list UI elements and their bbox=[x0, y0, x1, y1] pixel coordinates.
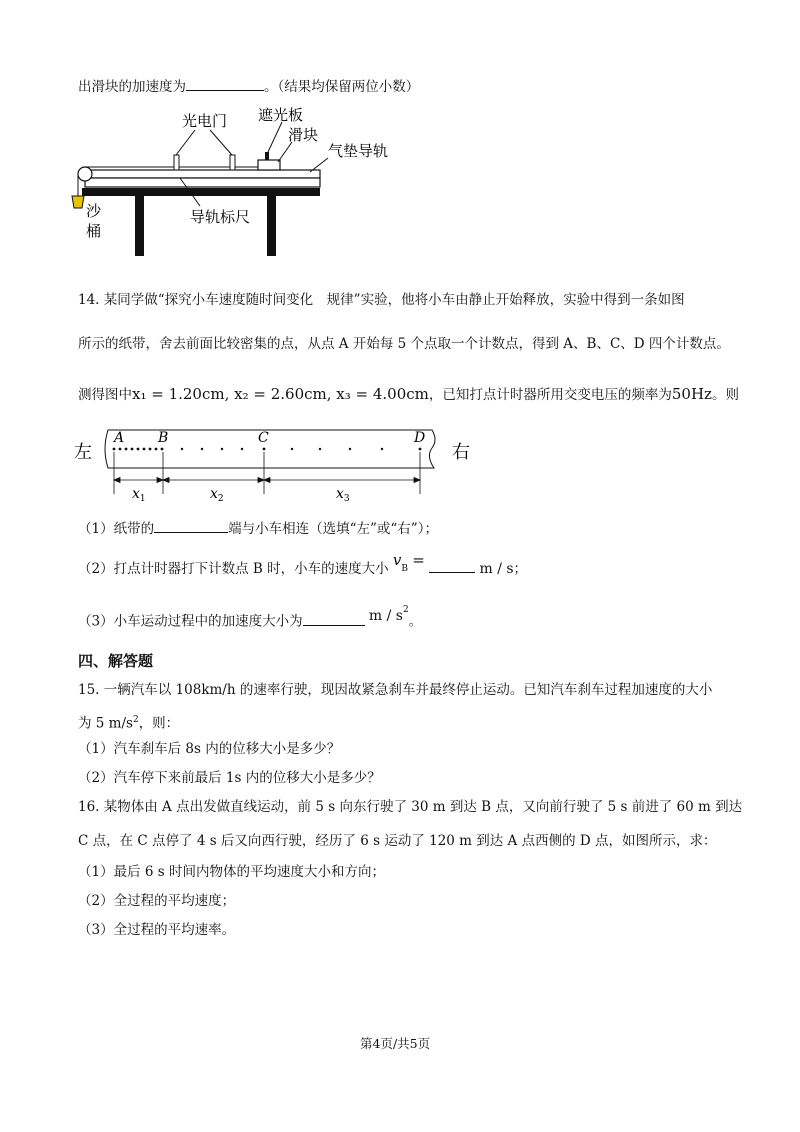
q14-line2: 所示的纸带，舍去前面比较密集的点，从点 A 开始每 5 个点取一个计数点，得到 A、B、C、D 四个计数点。 bbox=[78, 336, 730, 352]
pulley bbox=[78, 167, 92, 181]
label-photogate: 光电门 bbox=[182, 112, 228, 130]
label-ruler: 导轨标尺 bbox=[190, 208, 251, 226]
dimension-arrows bbox=[114, 478, 420, 483]
point-d: D bbox=[414, 430, 426, 446]
label-bucket-2: 桶 bbox=[86, 222, 102, 240]
point-b: B bbox=[158, 430, 169, 446]
q16-sub3: （3）全过程的平均速率。 bbox=[78, 922, 236, 938]
answer-blank bbox=[303, 611, 365, 626]
air-track-figure bbox=[60, 100, 420, 260]
q15-sub1: （1）汽车刹车后 8s 内的位移大小是多少？ bbox=[78, 741, 341, 757]
q14-line3: 测得图中x₁ = 1.20cm, x₂ = 2.60cm, x₃ = 4.00cm，已知打点计时器所用交变电压的频率为50Hz。则 bbox=[78, 385, 739, 403]
q15-line2: 为 5 $m/s^2$，则： bbox=[78, 715, 180, 732]
segment-x3: $x_3$ bbox=[336, 486, 350, 502]
point-c: C bbox=[258, 430, 269, 446]
paper-tape-figure bbox=[70, 422, 490, 502]
photogate-2 bbox=[230, 155, 235, 170]
q16-sub2: （2）全过程的平均速度； bbox=[78, 893, 236, 909]
shade-plate bbox=[265, 152, 269, 160]
q15-line1: 15. 一辆汽车以 108km/h 的速率行驶，现因故紧急刹车并最终停止运动。已知汽车刹车过程加速度的大小 bbox=[78, 682, 713, 698]
q14-sub2: （2）打点计时器打下计数点 B 时，小车的速度大小 $v_B = m / s$； bbox=[78, 551, 528, 577]
q14-line1: 14. 某同学做“探究小车速度随时间变化 规律”实验，他将小车由静止开始释放，实验中得到一条如图 bbox=[78, 292, 685, 308]
table-leg-right bbox=[267, 196, 276, 256]
answer-blank bbox=[186, 76, 264, 91]
slider bbox=[258, 160, 280, 170]
tape-left-label: 左 bbox=[74, 442, 92, 463]
photogate-1 bbox=[174, 155, 179, 170]
section-title: 四、解答题 bbox=[78, 652, 154, 670]
tape-right-label: 右 bbox=[452, 442, 470, 463]
page-number: 第4页/共5页 bbox=[360, 1036, 431, 1051]
label-air-track: 气垫导轨 bbox=[328, 142, 389, 160]
segment-x2: $x_2$ bbox=[210, 486, 224, 502]
sand-bucket bbox=[72, 196, 84, 208]
point-a: A bbox=[114, 430, 125, 446]
label-shade-plate: 遮光板 bbox=[258, 106, 304, 124]
track-upper bbox=[85, 170, 320, 178]
label-bucket-1: 沙 bbox=[86, 202, 102, 220]
paper-tape bbox=[105, 430, 435, 468]
label-slider: 滑块 bbox=[288, 126, 319, 144]
q14-sub1: （1）纸带的 端与小车相连（选填“左”或“右”）； bbox=[78, 518, 438, 539]
q16-line2: C 点，在 C 点停了 4 s 后又向西行驶，经历了 6 s 运动了 120 m 到达 A 点西侧的 D 点，如图所示，求： bbox=[78, 833, 717, 849]
segment-x1: $x_1$ bbox=[132, 486, 146, 502]
answer-blank bbox=[154, 518, 228, 533]
q15-sub2: （2）汽车停下来前最后 1s 内的位移大小是多少？ bbox=[78, 770, 381, 786]
q13-tail: 出滑块的加速度为 。（结果均保留两位小数） bbox=[78, 76, 419, 97]
track-lower bbox=[85, 178, 320, 187]
table-leg-left bbox=[135, 196, 144, 256]
q16-line1: 16. 某物体由 A 点出发做直线运动，前 5 s 向东行驶了 30 m 到达 B 点，又向前行驶了 5 s 前进了 60 m 到达 bbox=[78, 799, 743, 815]
q14-sub3: （3）小车运动过程中的加速度大小为 m / $s^2$。 bbox=[78, 605, 423, 630]
q16-sub1: （1）最后 6 s 时间内物体的平均速度大小和方向； bbox=[78, 864, 385, 880]
answer-blank bbox=[429, 558, 475, 573]
table-top bbox=[82, 188, 320, 196]
